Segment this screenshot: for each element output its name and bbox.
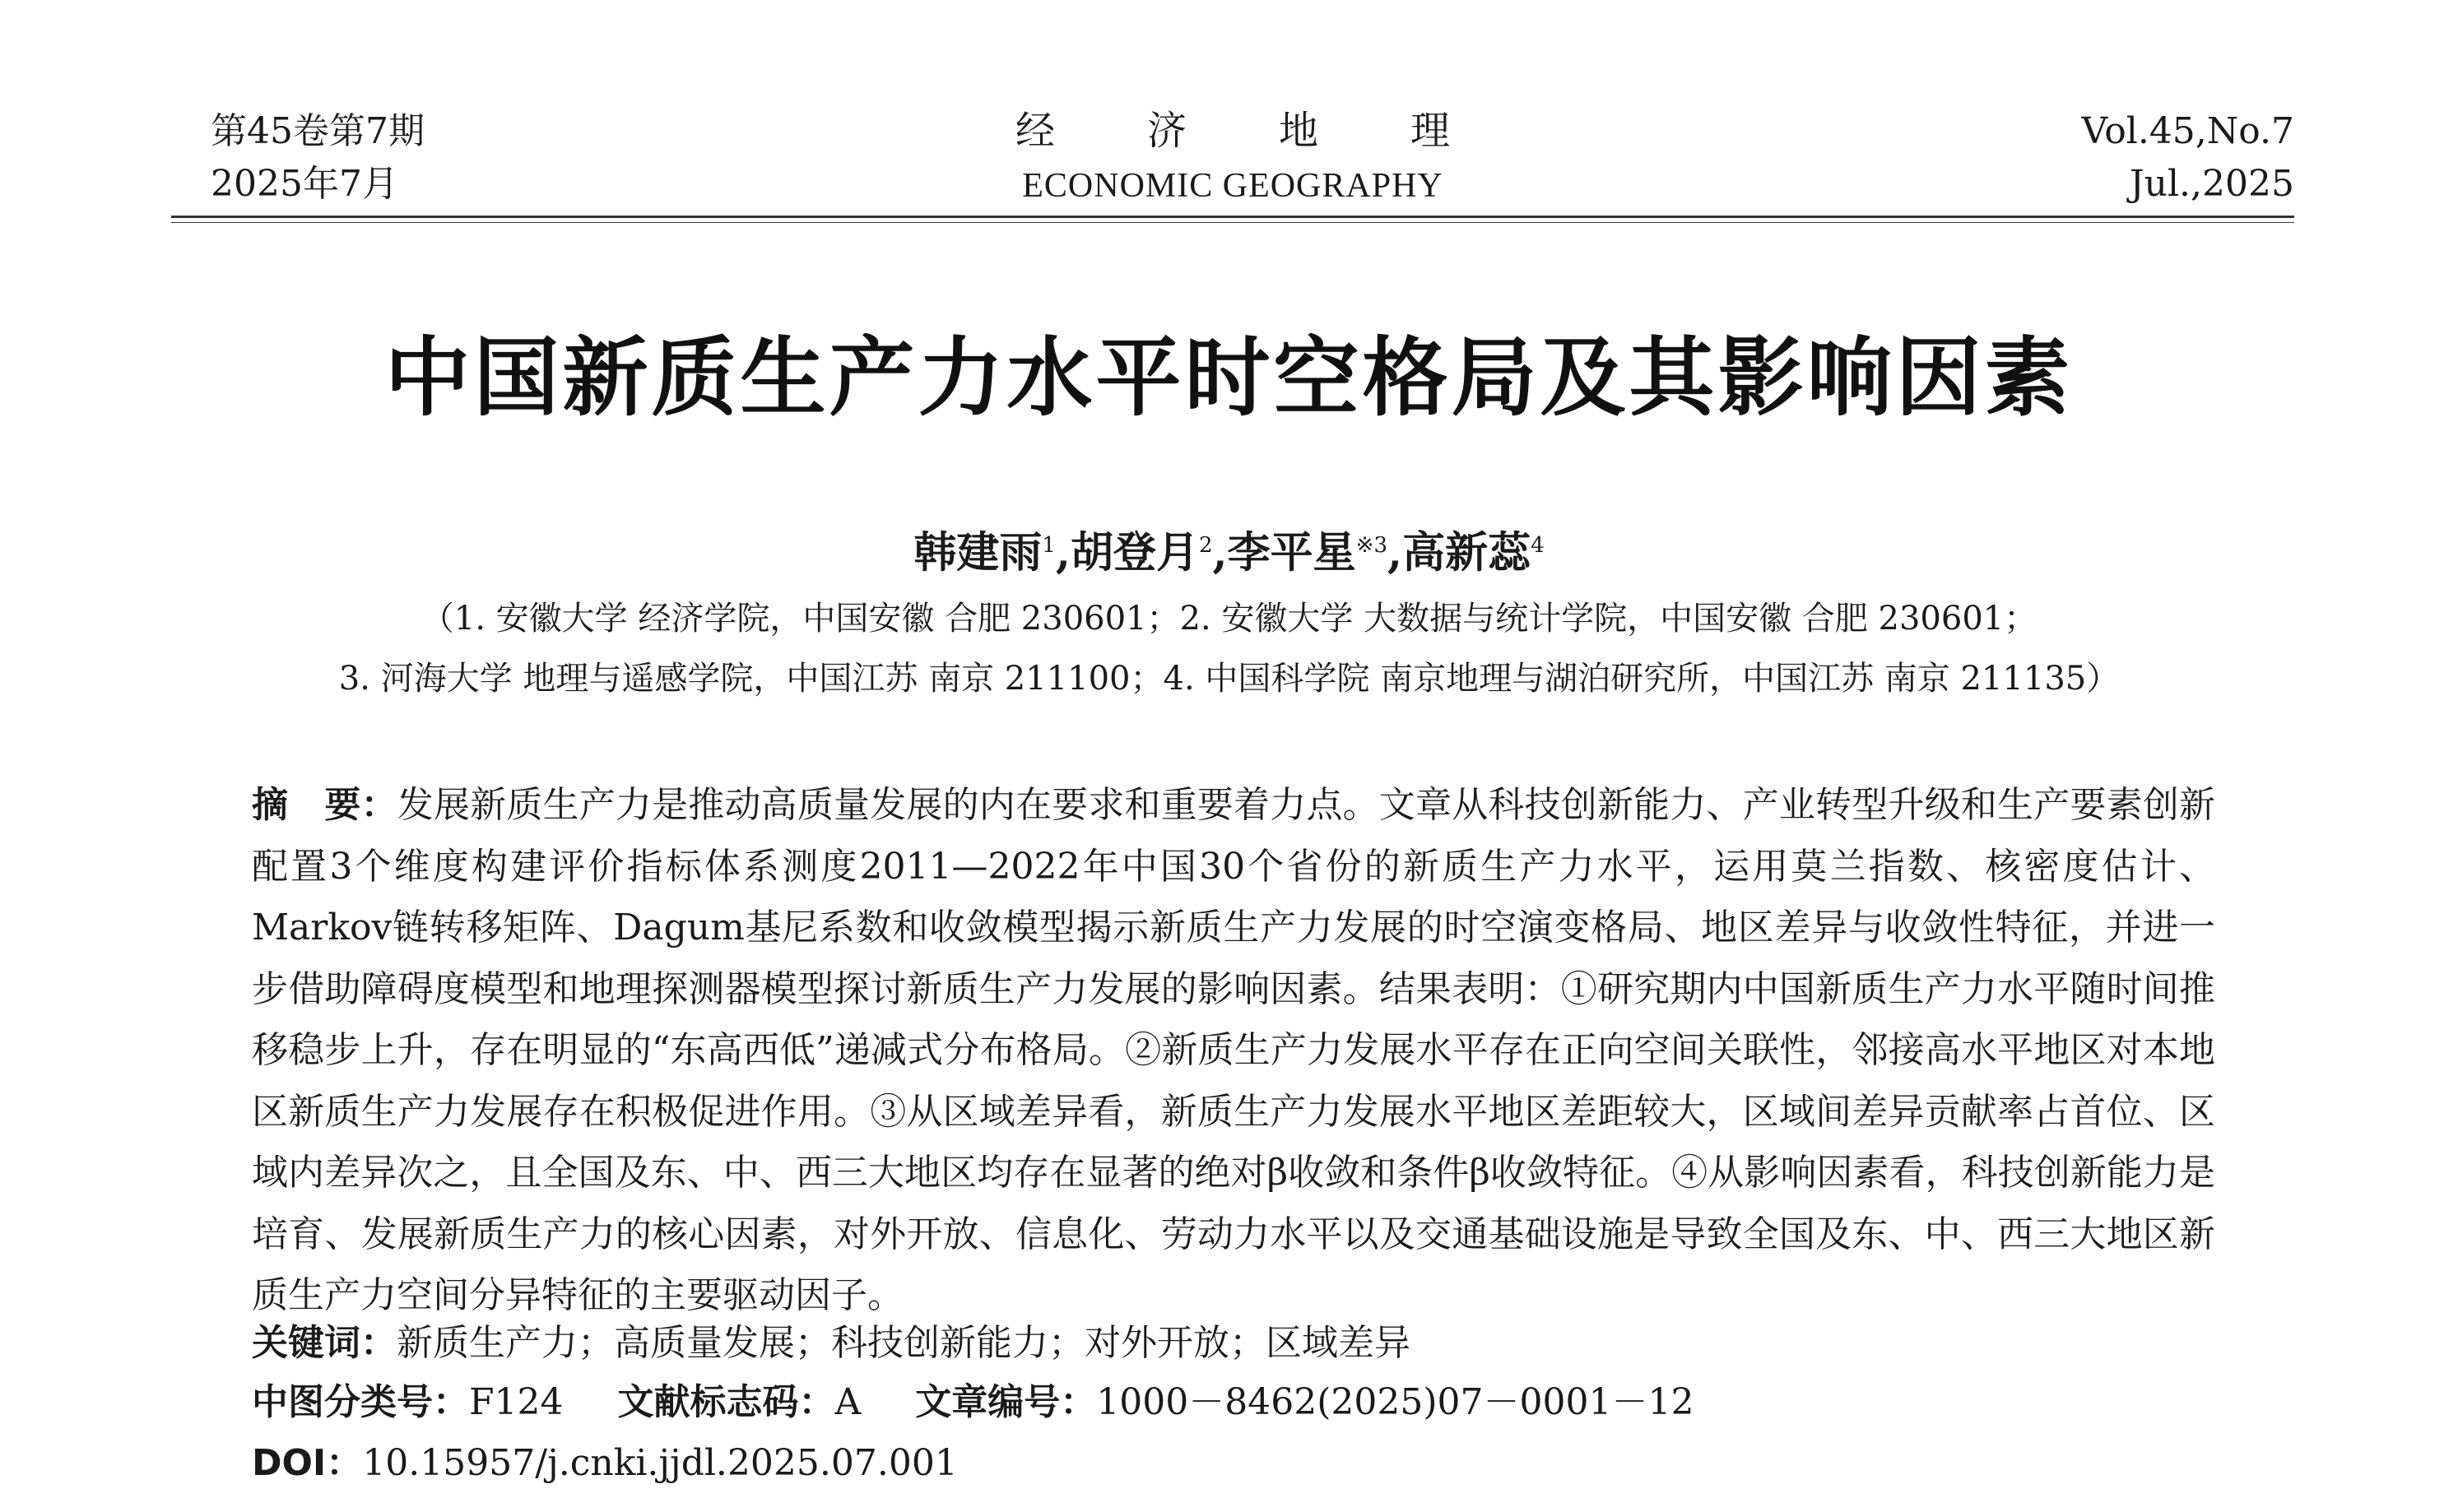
header-center xyxy=(171,105,2294,212)
date-en: Jul.,2025 xyxy=(2130,163,2294,205)
article-no-value: 1000－8462(2025)07－0001－12 xyxy=(1096,1381,1694,1423)
affiliation-line-2: 3. 河海大学 地理与遥感学院，中国江苏 南京 211100；4. 中国科学院 南京地理与湖泊研究所，中国江苏 南京 211135） xyxy=(338,660,2120,698)
keywords xyxy=(252,1315,1410,1372)
author-name: 胡登月 xyxy=(1070,527,1199,578)
vol-no-en: Vol.45,No.7 xyxy=(2081,110,2294,152)
keywords-text: 新质生产力；高质量发展；科技创新能力；对外开放；区域差异 xyxy=(397,1322,1410,1364)
author-name: 李平星 xyxy=(1227,527,1356,578)
paper-title: 中国新质生产力水平时空格局及其影响因素 xyxy=(384,327,2074,428)
clc-value: F124 xyxy=(469,1381,564,1423)
doc-code-label: 文献标志码： xyxy=(617,1381,835,1423)
doi-value[interactable]: 10.15957/j.cnki.jjdl.2025.07.001 xyxy=(362,1442,958,1484)
doc-code-value: A xyxy=(834,1381,862,1423)
author-mark: 1 xyxy=(1042,533,1056,558)
affiliation-line-1: （1. 安徽大学 经济学院，中国安徽 合肥 230601；2. 安徽大学 大数据与统计学院，中国安徽 合肥 230601； xyxy=(421,600,2037,638)
article-no-label: 文章编号： xyxy=(915,1381,1097,1423)
clc-label: 中图分类号： xyxy=(252,1381,469,1423)
journal-name: 经济地理 xyxy=(1015,109,1542,153)
header-right xyxy=(2082,105,2294,211)
doi-line xyxy=(252,1435,958,1492)
keywords-label: 关键词： xyxy=(252,1322,397,1364)
journal-name-en: ECONOMIC GEOGRAPHY xyxy=(1022,167,1443,205)
author-name: 韩建雨 xyxy=(913,527,1043,578)
author-list: 韩建雨$^1$,胡登月$^2$,李平星$^{※3}$,高新蕊$^4$ xyxy=(913,527,1545,578)
abstract-label: 摘 要： xyxy=(252,784,397,826)
doi-label: DOI： xyxy=(252,1442,363,1484)
author-mark: 2 xyxy=(1199,533,1213,558)
author-name: 高新蕊 xyxy=(1402,527,1531,578)
volume-issue: 第45卷第7期 xyxy=(211,110,425,152)
author-mark: 4 xyxy=(1531,533,1545,558)
header-rule-thin xyxy=(171,222,2294,223)
classification-line xyxy=(252,1374,1694,1431)
header-rule-thick xyxy=(171,216,2294,218)
journal-header xyxy=(171,105,2294,225)
abstract xyxy=(252,775,2215,1327)
issue-date: 2025年7月 xyxy=(211,163,398,205)
author-mark: ※3 xyxy=(1355,533,1387,558)
abstract-text: 发展新质生产力是推动高质量发展的内在要求和重要着力点。文章从科技创新能力、产业转型升级和生产要素创新配置3个维度构建评价指标体系测度2011—2022年中国30个省份的新质生产力水平，运用莫兰指数、核密度估计、Markov链转移矩阵、Dagum基尼系数和收敛模型揭示新质生产力发展的时空演变格局、地区差异与收敛性特征，并进一步借助障碍度模型和地理探测器模型探讨新质生产力发展的影响因素。结果表明：①研究期内中国新质生产力水平随时间推移稳步上升，存在明显的“东高西低”递减式分布格局。②新质生产力发展水平存在正向空间关联性，邻接高水平地区对本地区新质生产力发展存在积极促进作用。③从区域差异看，新质生产力发展水平地区差距较大，区域间差异贡献率占首位、区域内差异次之，且全国及东、中、西三大地区均存在显著的绝对β收敛和条件β收敛特征。④从影响因素看，科技创新能力是培育、发展新质生产力的核心因素，对外开放、信息化、劳动力水平以及交通基础设施是导致全国及东、中、西三大地区新质生产力空间分异特征的主要驱动因子。 xyxy=(252,784,2216,1316)
